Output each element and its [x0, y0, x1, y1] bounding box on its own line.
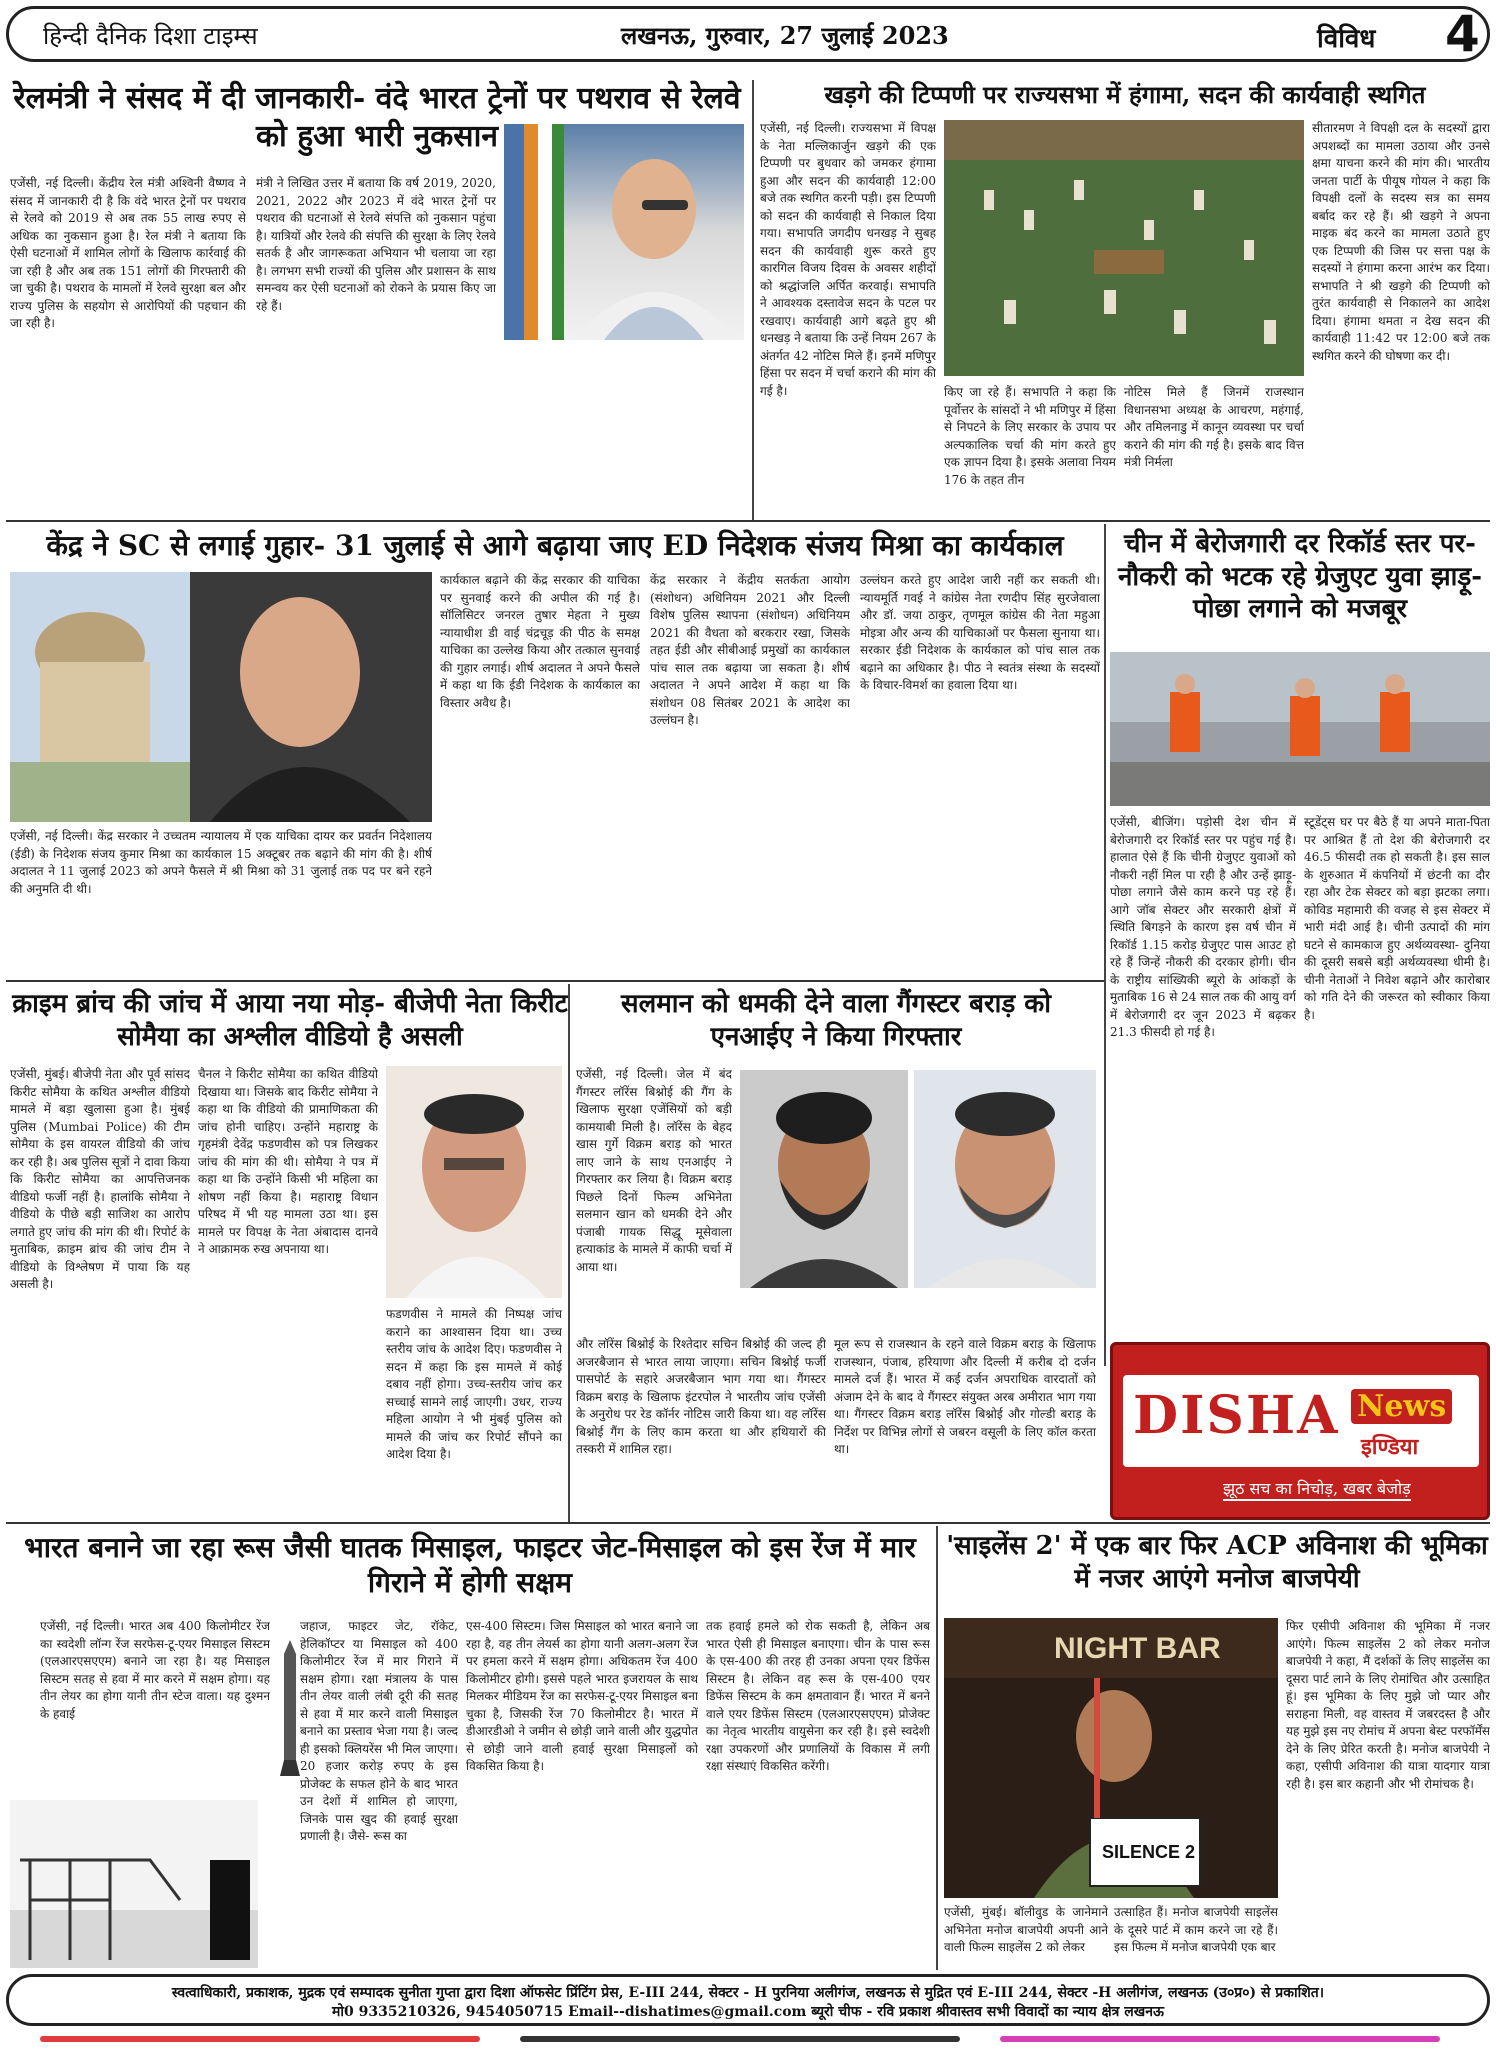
masthead	[6, 6, 1490, 62]
paper-name: हिन्दी दैनिक दिशा टाइम्स	[43, 22, 258, 50]
decorative-bar-pink	[1000, 2036, 1440, 2042]
manoj-bajpayee-photo	[944, 1618, 1278, 1898]
decorative-bar-dark	[520, 2036, 960, 2042]
somaiya-photo	[386, 1066, 562, 1298]
bar-sign-text: NIGHT BAR	[1054, 1632, 1221, 1665]
parliament-photo	[944, 120, 1304, 376]
missile-headline: भारत बनाने जा रहा रूस जैसी घातक मिसाइल, फाइटर जेट-मिसाइल को इस रेंज में मार गिराने में होगी सक्षम	[24, 1531, 916, 1599]
street-sweepers-photo	[1110, 652, 1490, 806]
kharge-col2: सीतारमण ने विपक्षी दल के सदस्यों द्वारा अपशब्दों का मामला उठाया और उनसे क्षमा याचना करने की मांग की। भारतीय जनता पार्टी के पीयूष गोयल ने कहा कि विपक्षी दलों के सदस्य सत्र का समय बर्बाद कर रहे हैं। श्री खड़गे ने अपना माइक बंद करने का मामला उठाते हुए एक टिप्पणी की जिस पर सत्ता पक्ष के सदस्यों ने हंगामा करना आरंभ कर दिया। सभापति ने श्री खड़गे की टिप्पणी को तुरंत कार्यवाही से निकालने का आदेश दिया। हंगामा थमता न देख सदन की कार्यवाही 11:42 पर 12:00 बजे तक स्थगित करने की घोषणा कर दी।	[1312, 121, 1490, 363]
salman-col1: एजेंसी, नई दिल्ली। जेल में बंद गैंगस्टर लॉरेंस बिश्नोई की गैंग के खिलाफ सुरक्षा एजेंसियों को बड़ी कामयाबी मिली है। लॉरेंस के बेहद खास गुर्गे विक्रम बराड़ को भारत लाए जाने के साथ एनआईए ने गिरफ्तार कर लिया है। विक्रम बराड़ पिछले दिनों फिल्म अभिनेता सलमान खान को धमकी देने और पंजाबी गायक सिद्धू मूसेवाला हत्याकांड के मामले में काफी चर्चा में आया था।	[576, 1067, 732, 1274]
kharge-headline: खड़गे की टिप्पणी पर राज्यसभा में हंगामा, सदन की कार्यवाही स्थगित	[824, 80, 1426, 109]
section-divider	[6, 520, 1490, 522]
ed-col4: उल्लंघन करते हुए आदेश जारी नहीं कर सकती थी। न्यायमूर्ति गवई ने कांग्रेस नेता रणदीप सिंह सुरजेवाला और डॉ. जया ठाकुर, तृणमूल कांग्रेस की नेता महुआ मोइत्रा और अन्य की याचिकाओं पर फैसला सुनाया था। सरकार ईडी निदेशक के कार्यकाल को पांच साल तक बढ़ाने का अधिकार है। पीठ ने स्वतंत्र संस्था के सदस्यों के विचार-विमर्श का हवाला दिया था।	[860, 573, 1100, 692]
page-number: 4	[1445, 5, 1480, 63]
ad-tagline: झूठ सच का निचोड़, खबर बेजोड़	[1223, 1477, 1411, 1501]
section-divider	[6, 1522, 1490, 1524]
imprint-line-2: मो0 9335210326, 9454050715 Email--dishatimes@gmail.com ब्यूरो चीफ - रवि प्रकाश श्रीवास्तव सभी विवादों का न्याय क्षेत्र लखनऊ	[332, 2004, 1164, 2020]
missile-col2: जहाज, फाइटर जेट, रॉकेट, हेलिकॉप्टर या मिसाइल को 400 किलोमीटर रेंज में मार गिराने में सक्षम होगा। रक्षा मंत्रालय के पास तीन लेयर वाली लंबी दूरी की सतह से हवा में मार करने वाली मिसाइल बनाने का प्रस्ताव भेजा गया है। जल्द ही इसको क्लियरेंस भी मिल जाएगा। 20 हजार करोड़ रुपए के इस प्रोजेक्ट के सफल होने के बाद भारत उन देशों में शामिल हो जाएगा, जिनके पास खुद की हवाई सुरक्षा प्रणाली है। जैसे- रूस का	[300, 1619, 458, 1843]
salman-col3: मूल रूप से राजस्थान के रहने वाले विक्रम बराड़ के खिलाफ राजस्थान, पंजाब, हरियाणा और दिल्ली में करीब दो दर्जन मामले दर्ज हैं। भारत में कई दर्जन अपराधिक वारदातों को अंजाम देने के बाद वे गैंगस्टर संयुक्त अरब अमीरात भाग गया था। गैंगस्टर विक्रम बराड़ लॉरेंस बिश्नोई और गोल्डी बराड़ के निर्देश पर विभिन्न लोगों से जबरन वसूली के लिए कॉल करता था।	[834, 1337, 1096, 1456]
column-divider	[752, 80, 754, 520]
disha-news-ad[interactable]	[1110, 1342, 1490, 1520]
railway-headline: रेलमंत्री ने संसद में दी जानकारी- वंदे भारत ट्रेनों पर पथराव से रेलवे को हुआ भारी नुकसान	[13, 81, 741, 154]
date-line: लखनऊ, गुरुवार, 27 जुलाई 2023	[621, 21, 949, 50]
somaiya-col2: चैनल ने किरीट सोमैया का कथित वीडियो दिखाया था। जिसके बाद किरीट सोमैया ने कहा था कि वीडियो की प्रामाणिकता की जांच होनी चाहिए। उन्होंने महाराष्ट्र के गृहमंत्री देवेंद्र फडणवीस को पत्र लिखकर जांच की मांग की थी। सोमैया ने पत्र में कहा था कि उन्होंने किसी भी महिला का शोषण नहीं किया है। महाराष्ट्र विधान परिषद में भी यह मामला उठा था। इस मामले पर विपक्ष के नेता अंबादास दानवे ने आक्रामक रुख अपनाया था।	[198, 1067, 378, 1256]
ed-col3: केंद्र सरकार ने केंद्रीय सतर्कता आयोग (संशोधन) अधिनियम 2021 और दिल्ली विशेष पुलिस स्थापना (संशोधन) अधिनियम 2021 की वैधता को बरकरार रखा, जिसके तहत ईडी और सीबीआई प्रमुखों का कार्यकाल पांच साल तक बढ़ाया जा सकता है। शीर्ष अदालत ने अपने आदेश में कहा था कि संशोधन 08 सितंबर 2021 के आदेश का उल्लंघन है।	[650, 573, 850, 727]
section-name: विविध	[1317, 24, 1376, 54]
column-divider	[568, 984, 570, 1522]
column-divider	[1104, 524, 1106, 1366]
imprint-line-1: स्वत्वाधिकारी, प्रकाशक, मुद्रक एवं सम्पादक सुनीता गुप्ता द्वारा दिशा ऑफसेट प्रिंटिंग प्रेस, E-III 244, सेक्टर - H पुरनिया अलीगंज, लखनऊ से मुद्रित एवं E-III 244, सेक्टर -H अलीगंज, लखनऊ (उ०प्र०) से प्रकाशित।	[171, 1985, 1325, 2001]
salman-col2: और लॉरेंस बिश्नोई के रिश्तेदार सचिन बिश्नोई की जल्द ही अजरबैजान से भारत लाया जाएगा। सचिन बिश्नोई फर्जी पासपोर्ट के सहारे अजरबैजान भाग गया था। गैंगस्टर विक्रम बराड़ के खिलाफ इंटरपोल ने भारतीय जांच एजेंसी के अनुरोध पर रेड कॉर्नर नोटिस जारी किया था। वह लॉरेंस बिश्नोई गैंग के लिए काम करता था और हथियारों की तस्करी में शामिल रहा।	[576, 1337, 826, 1456]
ed-headline: केंद्र ने SC से लगाई गुहार- 31 जुलाई से आगे बढ़ाया जाए ED निदेशक संजय मिश्रा का कार्यकाल	[46, 529, 1064, 562]
kharge-col1: एजेंसी, नई दिल्ली। राज्यसभा में विपक्ष के नेता मल्लिकार्जुन खड़गे की एक टिप्पणी पर बुधवार को जमकर हंगामा हुआ और सदन की कार्यवाही 12:00 बजे तक स्थगित करनी पड़ी। इस टिप्पणी को सदन की कार्यवाही से निकाल दिया गया। सभापति जगदीप धनखड़ ने सुबह सदन की कार्यवाही शुरू करते हुए कारगिल विजय दिवस के अवसर शहीदों को श्रद्धांजलि अर्पित करवाई। सभापति ने आवश्यक दस्तावेज सदन के पटल पर रखवाए। कार्यवाही आगे बढ़ते हुए श्री धनखड़ ने बताया कि उन्हें नियम 267 के अंतर्गत 42 नोटिस मिले हैं। इनमें मणिपुर हिंसा पर सदन में चर्चा कराने की मांग की गई है।	[760, 121, 936, 398]
missile-col4: तक हवाई हमले को रोक सकती है, लेकिन अब भारत ऐसी ही मिसाइल बनाएगा। चीन के पास रूस के एस-400 की तरह ही उनका अपना एयर डिफेंस सिस्टम है। लेकिन वह रूस के एस-400 एयर डिफेंस सिस्टम के कम क्षमतावान हैं। भारत में बनने वाले एयर डिफेंस सिस्टम (एलआरएसएएम) प्रोजेक्ट का नेतृत्व भारतीय वायुसेना कर रही है। इसे स्वदेशी रक्षा उपकरणों और प्रणालियों के विकास में लगी रक्षा संस्थाएं विकसित करेंगी।	[706, 1619, 930, 1773]
kharge-under-photo-1: किए जा रहे हैं। सभापति ने कहा कि पूर्वोत्तर के सांसदों ने भी मणिपुर में हिंसा से निपटने के लिए सरकार के उपाय पर अल्पकालिक चर्चा की मांग करते हुए एक ज्ञापन दिया है। इसके अलावा नियम 176 के तहत तीन	[944, 385, 1116, 487]
china-headline: चीन में बेरोजगारी दर रिकॉर्ड स्तर पर- नौकरी को भटक रहे ग्रेजुएट युवा झाड़ू-पोछा लगाने को मजबूर	[1117, 529, 1483, 624]
salman-headline: सलमान को धमकी देने वाला गैंगस्टर बराड़ को एनआईए ने किया गिरफ्तार	[621, 989, 1051, 1052]
missile-launch-icon	[280, 1640, 300, 1780]
silence-under-photo-2: उत्साहित हैं। मनोज बाजपेयी साइलेंस के दूसरे पार्ट में काम करने जा रहे हैं। इस फिल्म में मनोज बाजपेयी एक बार	[1114, 1905, 1278, 1954]
missile-col1: एजेंसी, नई दिल्ली। भारत अब 400 किलोमीटर रेंज का स्वदेशी लॉन्ग रेंज सरफेस-टू-एयर मिसाइल सिस्टम (एलआरएसएएम) बनाने जा रहा है। यह मिसाइल सिस्टम सतह से हवा में मार करने में सक्षम होगा। यह तीन लेयर का होगा यानी तीन स्टेज वाला। यह दुश्मन के हवाई	[40, 1619, 270, 1721]
silence-headline: 'साइलेंस 2' में एक बार फिर ACP अविनाश की भूमिका में नजर आएंगे मनोज बाजपेयी	[946, 1531, 1488, 1594]
ad-brand-news: News	[1351, 1389, 1452, 1424]
silence-under-photo-1: एजेंसी, मुंबई। बॉलीवुड के जानेमाने अभिनेता मनोज बाजपेयी अपनी आने वाली फिल्म साइलेंस 2 को लेकर	[944, 1905, 1108, 1954]
missile-col3: एस-400 सिस्टम। जिस मिसाइल को भारत बनाने जा रहा है, वह तीन लेयर्स का होगा यानी अलग-अलग रेंज पर हमला करने में सक्षम होगा। अधिकतम रेंज 400 किलोमीटर होगी। इससे पहले भारत इजरायल के साथ मिलकर मीडियम रेंज का सरफेस-टू-एयर मिसाइल बना चुका है, जिसकी रेंज 70 किलोमीटर है। भारत में डीआरडीओ ने जमीन से छोड़ी जाने वाली और युद्धपोत से छोड़ी जाने वाली हवाई सुरक्षा मिसाइलों को विकसित किया है।	[466, 1619, 698, 1773]
ed-director-photo	[10, 572, 432, 822]
railway-minister-photo	[504, 124, 744, 340]
clapper-text: SILENCE 2	[1102, 1842, 1196, 1862]
column-divider	[936, 1526, 938, 1970]
china-col1: एजेंसी, बीजिंग। पड़ोसी देश चीन में बेरोजगारी दर रिकॉर्ड स्तर पर पहुंच गई है। हालात ऐसे हैं कि चीनी ग्रेजुएट युवाओं को नौकरी नहीं मिल पा रही है और उन्हें झाड़ू-पोछा लगाने जैसे काम करने पड़ रहे हैं। आगे जॉब सेक्टर और सरकारी क्षेत्रों में स्थिति बिगड़ने के कारण इस वर्ष चीन में रिकॉर्ड 1.15 करोड़ ग्रेजुएट पास आउट हो रहे हैं जिन्हें नौकरी की दरकार होगी। चीन के राष्ट्रीय सांख्यिकी ब्यूरो के आंकड़ों के मुताबिक 16 से 24 साल तक की आयु वर्ग में बेरोजगारी दर जून 2023 में बढ़कर 21.3 फीसदी हो गई है।	[1110, 815, 1296, 1039]
kharge-under-photo-2: नोटिस मिले हैं जिनमें राजस्थान विधानसभा अध्यक्ष के आचरण, महंगाई, और तमिलनाडु में कानून व्यवस्था पर चर्चा कराने की मांग की गई है। इसके बाद वित्त मंत्री निर्मला	[1124, 385, 1304, 469]
imprint-footer	[6, 1974, 1490, 2026]
salman-photo	[914, 1070, 1096, 1288]
ad-brand-country: इण्डिया	[1361, 1434, 1419, 1460]
gangster-photo	[740, 1070, 908, 1288]
somaiya-col3: फडणवीस ने मामले की निष्पक्ष जांच कराने का आश्वासन दिया था। उच्च स्तरीय जांच के आदेश दिए। फडणवीस ने सदन में कहा कि इस मामले में कोई दबाव नहीं होगा। उच्च-स्तरीय जांच कर सच्चाई सामने लाई जाएगी। उधर, राज्य महिला आयोग ने भी मुंबई पुलिस को मामले की जांच कर रिपोर्ट सौंपने का आदेश दिया है।	[386, 1307, 562, 1461]
somaiya-headline: क्राइम ब्रांच की जांच में आया नया मोड़- बीजेपी नेता किरीट सोमैया का अश्लील वीडियो है असली	[12, 989, 568, 1052]
silence-col1: फिर एसीपी अविनाश की भूमिका में नजर आएंगे। फिल्म साइलेंस 2 को लेकर मनोज बाजपेयी ने कहा, मैं दर्शकों के लिए साइलेंस का दूसरा पार्ट लाने के लिए रोमांचित और उत्साहित हूं। इस भूमिका के लिए मुझे जो प्यार और सराहना मिली, वह वास्तव में जबरदस्त है और यह मुझे इस नए रोमांच में अपना बेस्ट परफॉर्मेंस देने के लिए प्रेरित करती है। मनोज बाजपेयी ने कहा, एसीपी अविनाश की यात्रा यादगार यात्रा रही है। इस बार कहानी और भी रोमांचक है।	[1286, 1619, 1490, 1791]
ed-col2: कार्यकाल बढ़ाने की केंद्र सरकार की याचिका पर सुनवाई करने की अपील की गई है। सॉलिसिटर जनरल तुषार मेहता ने मुख्य न्यायाधीश डी वाई चंद्रचूड़ की पीठ के समक्ष याचिका का उल्लेख किया और तत्काल सुनवाई की गुहार लगाई। शीर्ष अदालत ने अपने फैसले में कहा था कि ईडी निदेशक के कार्यकाल का विस्तार अवैध है।	[440, 573, 640, 710]
missile-photo	[10, 1800, 258, 1968]
ad-brand-main: DISHA	[1133, 1385, 1340, 1446]
decorative-bar-red	[40, 2036, 480, 2042]
somaiya-col1: एजेंसी, मुंबई। बीजेपी नेता और पूर्व सांसद किरीट सोमैया के कथित अश्लील वीडियो मामले में बड़ा खुलासा हुआ है। मुंबई पुलिस (Mumbai Police) की टीम सोमैया के इस वायरल वीडियो की जांच कर रही है। अब पुलिस सूत्रों ने दावा किया कि किरीट सोमैया का आपत्तिजनक वीडियो फर्जी नहीं है। हालांकि सोमैया ने वीडियो के पीछे बड़ी साजिश का आरोप लगाते हुए जांच की मांग की थी। रिपोर्ट के मुताबिक, क्राइम ब्रांच की जांच टीम ने वीडियो के विश्लेषण में पाया कि यह असली है।	[10, 1067, 190, 1291]
china-col2: स्टूडेंट्स घर पर बैठे हैं या अपने माता-पिता पर आश्रित हैं तो देश की बेरोजगारी दर 46.5 फीसदी तक हो सकती है। इस साल के शुरुआत में कंपनियों में छंटनी का दौर रहा और टेक सेक्टर को बड़ा झटका लगा। कोविड महामारी की वजह से इस सेक्टर में भारी मंदी आई है। चीनी उत्पादों की मांग घटने से कामकाज हुए अर्थव्यवस्था- दुनिया की दूसरी सबसे बड़ी अर्थव्यवस्था धीमी है। चीनी नेताओं ने निवेश बढ़ाने और कारोबार को गति देने की जरूरत को स्वीकार किया है।	[1304, 815, 1490, 1022]
ed-col1: एजेंसी, नई दिल्ली। केंद्र सरकार ने उच्चतम न्यायालय में एक याचिका दायर कर प्रवर्तन निदेशालय (ईडी) के निदेशक संजय कुमार मिश्रा का कार्यकाल 15 अक्टूबर तक बढ़ाने की मांग की है। शीर्ष अदालत ने 11 जुलाई 2023 को अपने फैसले में श्री मिश्रा को 31 जुलाई तक पद पर बने रहने की अनुमति दी थी।	[10, 829, 432, 896]
railway-col2: मंत्री ने लिखित उत्तर में बताया कि वर्ष 2019, 2020, 2021, 2022 और 2023 में वंदे भारत ट्रेनों पर पथराव की घटनाओं से रेलवे संपत्ति को नुकसान पहुंचा है। यात्रियों और रेलवे की संपत्ति की सुरक्षा के लिए रेलवे सतर्क है और जागरूकता अभियान भी चलाया जा रहा है। लगभग सभी राज्यों की पुलिस और प्रशासन के साथ समन्वय कर ऐसी घटनाओं को रोकने के प्रयास किए जा रहे हैं।	[256, 176, 496, 313]
railway-col1: एजेंसी, नई दिल्ली। केंद्रीय रेल मंत्री अश्विनी वैष्णव ने संसद में जानकारी दी है कि वंदे भारत ट्रेनों पर पथराव से रेलवे को 2019 से अब तक 55 लाख रुपए से अधिक का नुकसान हुआ है। रेल मंत्री ने बताया कि ऐसी घटनाओं में शामिल लोगों के खिलाफ कार्रवाई की जा रही है और अब तक 151 लोगों की गिरफ्तारी की जा चुकी है। पथराव के मामलों में रेलवे सुरक्षा बल और राज्य पुलिस के सहयोग से आरोपियों की पहचान की जा रही है।	[10, 176, 246, 330]
section-divider	[6, 980, 1104, 982]
